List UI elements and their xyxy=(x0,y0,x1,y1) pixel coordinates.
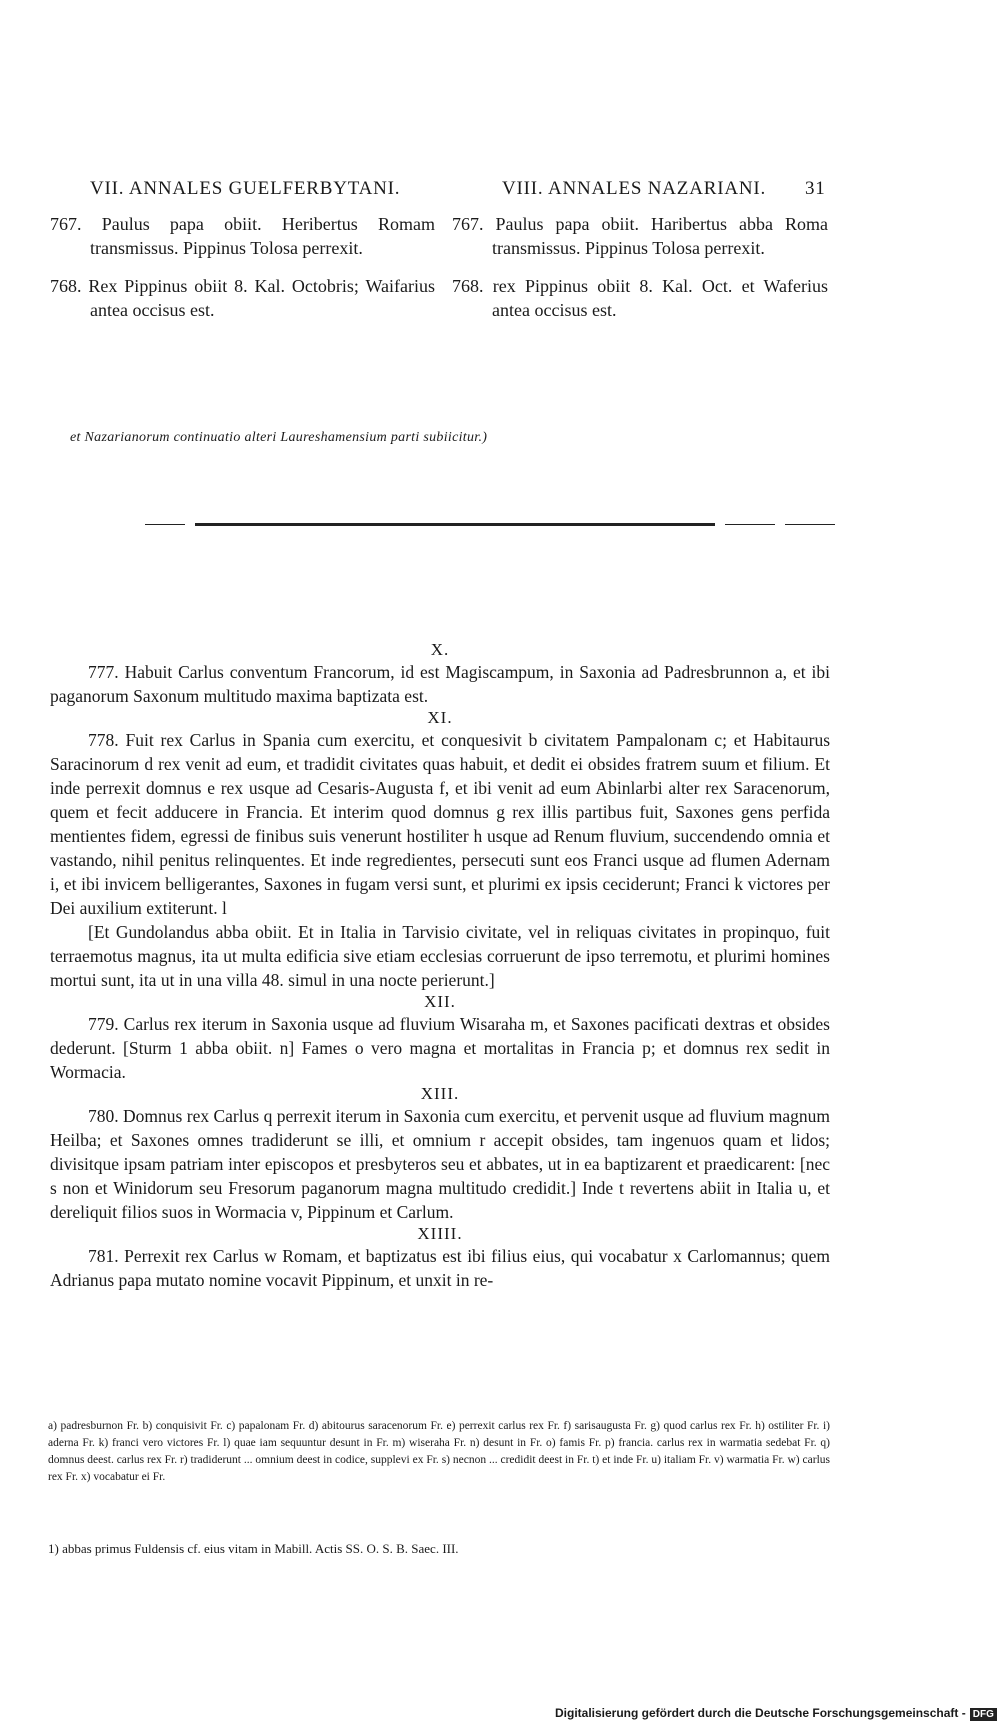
page-number: 31 xyxy=(805,178,826,199)
section-numeral: XIII. xyxy=(420,1084,460,1103)
section-numeral: XI. xyxy=(427,708,453,727)
footnotes-letters: a) padresburnon Fr. b) conquisivit Fr. c) papalonam Fr. d) abitourus saracenorum Fr. e) perrexit carlus rex Fr. f) sarisaugusta Fr. g) quod carlus rex Fr. h) ostiliter Fr. i) aderna Fr. k) franci vero victores Fr. l) quae iam sequuntur desunt in Fr. m) wiseraha Fr. n) desunt in Fr. o) famis Fr. p) francia. carlus rex in warmatia sedebat Fr. q) domnus deest. carlus rex Fr. r) tradiderunt ... omnium deest in codice, supplevi ex Fr. s) necnon ... credidit deest in Fr. t) et inde Fr. u) italiam Fr. v) warmatia Fr. w) carlus rex Fr. x) vocabatur ei Fr. xyxy=(48,1420,830,1483)
section-text: Habuit Carlus conventum Francorum, id est Magiscampum, in Saxonia ad Padresbrunnon a, et ibi paganorum Saxonum multitudo maxima baptizata est. xyxy=(50,662,831,706)
entry-768-right xyxy=(452,274,828,322)
section-year: 781. xyxy=(88,1246,119,1266)
section-year: 780. xyxy=(88,1106,119,1126)
section-year: 779. xyxy=(88,1014,119,1034)
section-text: Fuit rex Carlus in Spania cum exercitu, et conquesivit b civitatem Pampalonam c; et Habitaurus Saracinorum d rex venit ad eum, et tradidit civitates quas habuit, et dedit ei obsides fratrem suum et filium. Et inde perrexit domnus e rex usque ad Cesaris-Augusta f, et ibi venit ad eum Abinlarbi alter rex Saracenorum, quem et fecit adducere in Francia. Et interim quod domnus g rex illis partibus fuit, Saxones gens perfida mentientes fidem, egressi de finibus suis venerunt hostiliter h usque ad Renum fluvium, succendendo omnia et vastando, nihil penitus relinquentes. Et inde regredientes, persecuti sunt eos Franci usque ad flumen Adernam i, et ibi invicem belligerantes, Saxones in fugam versi sunt, et plurimi ex ipsis ceciderunt; Franci k victores per Dei auxilium extiterunt. l xyxy=(50,730,831,918)
entry-year: 767. xyxy=(50,214,82,234)
entry-767-left xyxy=(50,212,435,260)
section-numeral: XIIII. xyxy=(417,1224,463,1243)
section-extra: [Et Gundolandus abba obiit. Et in Italia in Tarvisio civitate, vel in reliquas civitates in propinquo, fuit terraemotus magnus, ita ut multa edificia sive etiam ecclesias corruerunt de ipso terremotu, et plurimi homines mortui sunt, ita ut in una villa 48. simul in una nocte perierunt.] xyxy=(50,922,830,990)
footer-text: Digitalisierung gefördert durch die Deutsche Forschungsgemeinschaft - xyxy=(555,1706,966,1720)
section-year: 778. xyxy=(88,730,119,750)
section-paragraph xyxy=(50,1244,830,1292)
entry-year: 768. xyxy=(452,276,484,296)
section-numeral: X. xyxy=(430,640,450,659)
entry-year: 768. xyxy=(50,276,82,296)
dfg-logo: DFG xyxy=(970,1708,997,1721)
left-column xyxy=(50,212,435,322)
section-text: Domnus rex Carlus q perrexit iterum in Saxonia cum exercitu, et pervenit usque ad fluvium magnum Heilba; et Saxones omnes tradiderunt se illi, et omnium r accepit obsides, tam ingenuos quam et lidos; divisitque ipsam patriam inter episcopos et presbyteros seu et abbates, ut in ea baptizarent et praedicarent: [nec s non et Winidorum seu Fresorum paganorum magna multitudo credidit.] Inde t revertens abiit in Italia u, et dereliquit filios suos in Wormacia v, Pippinum et Carlum. xyxy=(50,1106,830,1222)
section-numeral: XII. xyxy=(424,992,456,1011)
section-paragraph xyxy=(50,1104,830,1224)
digitization-footer xyxy=(555,1706,997,1721)
section-paragraph xyxy=(50,1012,830,1084)
right-column xyxy=(452,212,828,322)
section-paragraph xyxy=(50,728,830,920)
entry-year: 767. xyxy=(452,214,484,234)
entry-text: Rex Pippinus obiit 8. Kal. Octobris; Waifarius antea occisus est. xyxy=(88,276,435,320)
entry-text: Paulus papa obiit. Haribertus abba Roma transmissus. Pippinus Tolosa perrexit. xyxy=(492,214,829,258)
section-paragraph xyxy=(50,660,830,708)
italic-note: et Nazarianorum continuatio alteri Laureshamensium parti subiicitur.) xyxy=(70,430,488,445)
footnote-numbered: 1) abbas primus Fuldensis cf. eius vitam in Mabill. Actis SS. O. S. B. Saec. III. xyxy=(48,1541,459,1556)
main-text xyxy=(50,640,830,1292)
section-text: Perrexit rex Carlus w Romam, et baptizatus est ibi filius eius, qui vocabatur x Carlomannus; quem Adrianus papa mutato nomine vocavit Pippinum, et unxit in re- xyxy=(50,1246,831,1290)
running-header-left: VII. ANNALES GUELFERBYTANI. xyxy=(90,178,401,199)
entry-text: rex Pippinus obiit 8. Kal. Oct. et Waferius antea occisus est. xyxy=(492,276,829,320)
running-header-right: VIII. ANNALES NAZARIANI. xyxy=(502,178,767,199)
entry-767-right xyxy=(452,212,828,260)
section-text: Carlus rex iterum in Saxonia usque ad fluvium Wisaraha m, et Saxones pacificati dextras et obsides dederunt. [Sturm 1 abba obiit. n] Fames o vero magna et mortalitas in Francia p; et domnus rex sedit in Wormacia. xyxy=(50,1014,830,1082)
entry-text: Paulus papa obiit. Heribertus Romam transmissus. Pippinus Tolosa perrexit. xyxy=(90,214,436,258)
section-year: 777. xyxy=(88,662,119,682)
divider-rule xyxy=(145,522,835,528)
entry-768-left xyxy=(50,274,435,322)
